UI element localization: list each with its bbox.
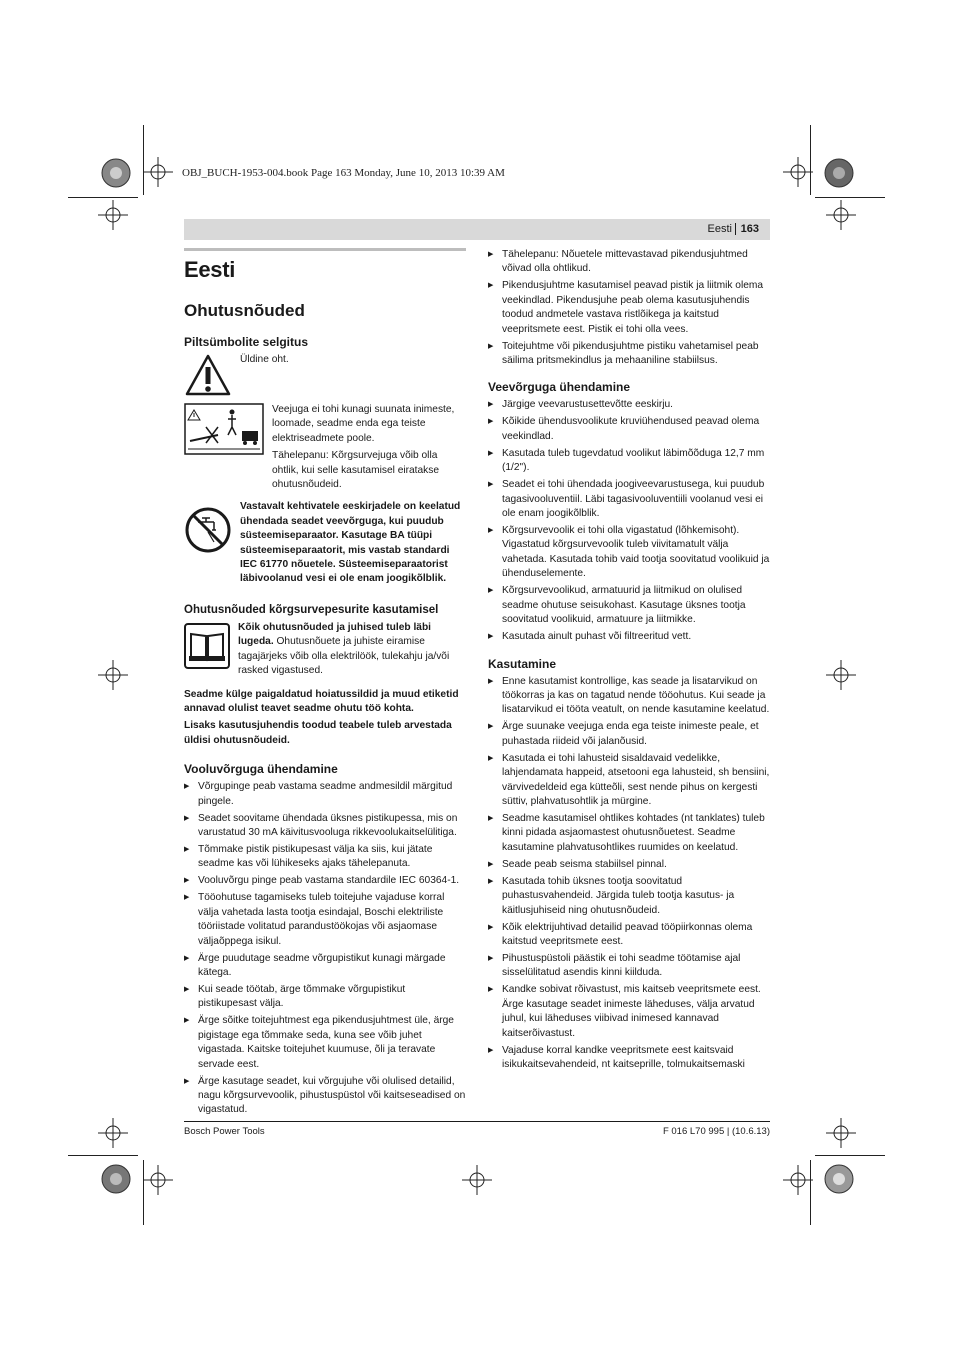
list-item: ▶ Ärge suunake veejuga enda ega teiste inimeste peale, et puhastada riideid või jalanõusid. [488, 720, 770, 749]
list-item: ▶ Seade peab seisma stabiilsel pinnal. [488, 858, 770, 872]
registration-mark-top-right [823, 157, 855, 189]
list-item: ▶ Ärge puudutage seadme võrgupistikut kunagi märgade kätega. [184, 952, 466, 981]
crosshair-mark [98, 200, 128, 230]
trim-line [810, 1160, 811, 1225]
labels-note: Seadme külge paigaldatud hoiatussildid ja muud etiketid annavad olulist teavet seadme ohutu töö kohta. [184, 688, 459, 714]
trim-line [68, 197, 138, 198]
extension-cord-list [488, 248, 770, 368]
print-info: OBJ_BUCH-1953-004.book Page 163 Monday, June 10, 2013 10:39 AM [182, 167, 505, 179]
list-item: ▶ Kõrgsurvevoolik ei tohi olla vigastatud (lõhkemisoht). Vigastatud kõrgsurvevoolik tuleb viivitamatult välja vahetada. Kasutada tohib vaid tootja soovitatud voolikuid ja ühenduselemente. [488, 524, 770, 582]
crosshair-mark [98, 1118, 128, 1148]
page-number: 163 [740, 223, 759, 235]
right-column [488, 248, 770, 1075]
list-item: ▶ Kasutada ei tohi lahusteid sisaldavaid vedelikke, lahjendamata happeid, atsetooni ega lahusteid, sh bensiini, värvivedeldeid ega kütteõli, sest nende pihus on kergesti süttiv, plahvatusohtlik ja mürgine. [488, 752, 770, 810]
no-tap-connection-icon [184, 506, 232, 554]
read-manual-block [184, 621, 466, 679]
footer-brand: Bosch Power Tools [184, 1126, 265, 1137]
list-item: ▶ Enne kasutamist kontrollige, kas seade ja lisatarvikud on töökorras ja kas on tagatud nende tööohutus. Kui seade ja lisatarvikud ei tööta veatult, on nende kasutamine keelatud. [488, 675, 770, 718]
crosshair-mark [826, 200, 856, 230]
trim-line [68, 1155, 138, 1156]
symbol-no-tap [184, 500, 466, 586]
list-item: ▶ Tähelepanu: Nõuetele mittevastavad pikendusjuhtmed võivad olla ohtlikud. [488, 248, 770, 277]
list-item: ▶ Ärge sõitke toitejuhtmest ega pikendusjuhtmest üle, ärge pigistage ega tõmmake seda, kuna see võib juhet vigastada. Kaitske toitejuhet kuumuse, õli ja teravate servade eest. [184, 1014, 466, 1072]
registration-mark-bottom-right [823, 1163, 855, 1195]
symbol-general-danger [184, 353, 466, 397]
crosshair-mark [783, 1165, 813, 1195]
footer-doc-id: F 016 L70 995 | (10.6.13) [662, 1126, 770, 1137]
list-item: ▶ Tööohutuse tagamiseks tuleb toitejuhe vajaduse korral välja vahetada lasta tootja esindajal, Boschi elektriliste tööriistade volitatud parandustöökojas või asjaomase väljaõppega isikul. [184, 891, 466, 949]
read-manual-rest: Ohutusnõuete ja juhiste eiramise tagajärjeks võib olla elektrilöök, tulekahju ja/või rasked vigastused. [238, 636, 450, 677]
registration-mark-bottom-left [100, 1163, 132, 1195]
mains-heading: Vooluvõrguga ühendamine [184, 762, 338, 777]
crosshair-mark [783, 157, 813, 187]
list-item: ▶ Vajaduse korral kandke veepritsmete eest kaitsvaid isikukaitsevahendeid, nt kaitseprille, tolmukaitsemaski [488, 1044, 770, 1073]
header-separator [735, 223, 736, 235]
mains-list [184, 780, 466, 1118]
symbols-heading: Piltsümbolite selgitus [184, 335, 309, 349]
section-title: Ohutusnõuded [184, 301, 305, 320]
list-item: ▶ Pikendusjuhtme kasutamisel peavad pistik ja liitmik olema veekindlad. Pikendusjuhe peab olema kasutusjuhendis toodud andmetele vastava ristlõikega ja kaitstud veepritsmete eest. Pistik ei tohi olla vees. [488, 279, 770, 337]
page-title: Eesti [184, 257, 236, 282]
manual-note: Lisaks kasutusjuhendis toodud teabele tuleb arvestada üldisi ohutusnõudeid. [184, 720, 452, 746]
water-list [488, 398, 770, 644]
list-item: ▶ Seadet ei tohi ühendada joogiveevarustusega, kui puudub tagasivooluventiil. Läbi tagasivooluventiili voolanud vesi ei ole enam joogikõlblik. [488, 478, 770, 521]
footer-rule [184, 1121, 770, 1122]
usage-heading: Kasutamine [488, 656, 557, 671]
list-item: ▶ Kõikide ühendusvoolikute kruviühendused peavad olema veekindlad. [488, 415, 770, 444]
crosshair-mark [98, 660, 128, 690]
list-item: ▶ Vooluvõrgu pinge peab vastama standardile IEC 60364-1. [184, 874, 466, 888]
list-item: ▶ Kui seade töötab, ärge tõmmake võrgupistikut pistikupesast välja. [184, 983, 466, 1012]
jet-warning-line-2: Tähelepanu: Kõrgsurvejuga võib olla ohtlik, kui selle kasutamisel eiratakse ohutusnõudeid. [272, 450, 440, 491]
jet-warning-text [272, 403, 466, 492]
page-header [184, 219, 770, 240]
title-rule [184, 248, 466, 251]
list-item: ▶ Tõmmake pistik pistikupesast välja ka siis, kui jätate seadme kas või lühikeseks ajaks tähelepanuta. [184, 843, 466, 872]
usage-list [488, 675, 770, 1073]
crosshair-mark [143, 1165, 173, 1195]
list-item: ▶ Kasutada tuleb tugevdatud voolikut läbimõõduga 12,7 mm (1/2"). [488, 447, 770, 476]
list-item: ▶ Ärge kasutage seadet, kui võrgujuhe või olulised detailid, nagu kõrgsurvevoolik, pihustuspüstol või kaitseseadised on vigastatud. [184, 1075, 466, 1118]
trim-line [815, 1155, 885, 1156]
water-heading: Veevõrguga ühendamine [488, 380, 631, 395]
trim-line [815, 197, 885, 198]
list-item: ▶ Pihustuspüstoli päästik ei tohi seadme töötamise ajal sisselülitatud asendis kinni kiilduda. [488, 952, 770, 981]
list-item: ▶ Kandke sobivat rõivastust, mis kaitseb veepritsmete eest. Ärge kasutage seadet inimeste läheduses, välja arvatud juhul, kui läheduses viibivad inimesed kannavad kaitserõivastust. [488, 983, 770, 1041]
pressure-jet-warning-icon [184, 403, 264, 455]
read-manual-bold: Kõik ohutusnõuded ja juhised tuleb läbi lugeda. [238, 621, 432, 648]
trim-line [143, 125, 144, 195]
crosshair-mark [826, 1118, 856, 1148]
symbol-jet-warning [184, 403, 466, 492]
left-column [184, 248, 466, 1120]
list-item: ▶ Toitejuhtme või pikendusjuhtme pistiku vahetamisel peab säilima pritsmekindlus ja mehaaniline stabiilsus. [488, 340, 770, 369]
trim-line [143, 1160, 144, 1225]
no-tap-warning-text: Vastavalt kehtivatele eeskirjadele on keelatud ühendada seadet veevõrguga, kui puudub süsteemiseparaator. Kasutage BA tüüpi süsteemiseparaatorit, mis vastab standardi IEC 61770 nõuetele. Süsteemiseparaatorist läbivoolanud vesi ei ole enam joogikõlblik. [240, 501, 461, 585]
list-item: ▶ Seadme kasutamisel ohtlikes kohtades (nt tanklates) tuleb kinni pidada asjaomastest ohutusnõuetest. Seadme kasutamine plahvatusohtlikes ruumides on keelatud. [488, 812, 770, 855]
crosshair-mark [462, 1165, 492, 1195]
warning-triangle-icon [184, 353, 232, 397]
list-item: ▶ Kõik elektrijuhtivad detailid peavad tööpiirkonnas olema kaitstud veepritsmete eest. [488, 921, 770, 950]
general-danger-text: Üldine oht. [240, 354, 289, 365]
crosshair-mark [143, 157, 173, 187]
list-item: ▶ Võrgupinge peab vastama seadme andmesildil märgitud pingele. [184, 780, 466, 809]
read-manual-icon [184, 623, 230, 669]
jet-warning-line-1: Veejuga ei tohi kunagi suunata inimeste, loomade, seadme enda ega teiste elektriseadmete poole. [272, 404, 455, 444]
read-manual-text [238, 621, 466, 679]
list-item: ▶ Kõrgsurvevoolikud, armatuurid ja liitmikud on olulised seadme ohutuse seisukohast. Kasutage üksnes tootja soovitatud voolikuid, armatuure ja liitmikke. [488, 584, 770, 627]
header-language: Eesti [707, 223, 732, 235]
list-item: ▶ Järgige veevarustusettevõtte eeskirju. [488, 398, 770, 412]
list-item: ▶ Seadet soovitame ühendada üksnes pistikupessa, mis on varustatud 30 mA käivitusvooluga rikkevoolukaitselülitiga. [184, 812, 466, 841]
list-item: ▶ Kasutada tohib üksnes tootja soovitatud puhastusvahendeid. Järgida tuleb tootja kasutus- ja käitlusjuhiseid ning ohutusnõudeid. [488, 875, 770, 918]
trim-line [810, 125, 811, 195]
registration-mark-top-left [100, 157, 132, 189]
list-item: ▶ Kasutada ainult puhast või filtreeritud vett. [488, 630, 770, 644]
hp-safety-heading: Ohutusnõuded kõrgsurvepesurite kasutamisel [184, 603, 439, 616]
crosshair-mark [826, 660, 856, 690]
